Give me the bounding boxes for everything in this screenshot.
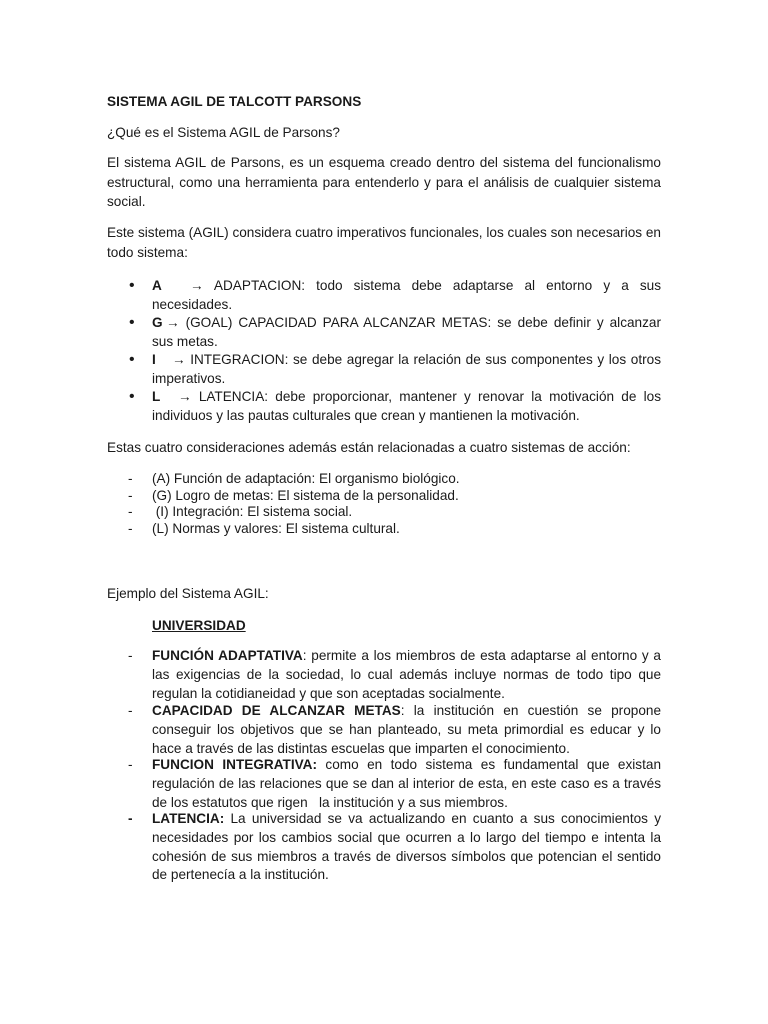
list-item bbox=[152, 276, 661, 314]
imperative-text: → (GOAL) CAPACIDAD PARA ALCANZAR METAS: se debe definir y alcanzar sus metas. bbox=[152, 315, 661, 349]
dash-marker: - bbox=[128, 757, 133, 772]
imperative-letter: L bbox=[152, 389, 161, 404]
imperative-text: → LATENCIA: debe proporcionar, mantener y renovar la motivación de los individuos y las pautas culturales que crean y mantienen la motivación. bbox=[152, 389, 661, 423]
example-heading: UNIVERSIDAD bbox=[152, 618, 246, 633]
example-intro: Ejemplo del Sistema AGIL: bbox=[107, 586, 269, 601]
list-item bbox=[152, 387, 661, 425]
list-item: (A) Función de adaptación: El organismo biológico. bbox=[152, 471, 460, 486]
dash-marker: - bbox=[128, 471, 133, 486]
question-heading: ¿Qué es el Sistema AGIL de Parsons? bbox=[107, 125, 340, 140]
example-text: : la institución en cuestión se propone conseguir los objetivos que se han planteado, su meta primordial es educar y lo hace a través de las distintas escuelas que imparten el conocimiento. bbox=[152, 703, 662, 756]
bullet-icon: • bbox=[129, 388, 135, 405]
systems-intro-paragraph: Estas cuatro consideraciones además están relacionadas a cuatro sistemas de acción: bbox=[107, 440, 631, 455]
list-item bbox=[152, 810, 661, 885]
dash-marker: - bbox=[128, 648, 133, 663]
list-item bbox=[152, 350, 661, 388]
list-item bbox=[152, 647, 661, 703]
example-text: : permite a los miembros de esta adaptarse al entorno y a las exigencias de la sociedad, lo cual además incluye normas de todo tipo que regulan la cotidianeidad y que son aceptadas socialmente. bbox=[152, 648, 661, 701]
example-term: FUNCION INTEGRATIVA: bbox=[152, 757, 317, 772]
dash-marker: - bbox=[128, 504, 133, 519]
bullet-icon: • bbox=[129, 314, 135, 331]
list-item: (G) Logro de metas: El sistema de la personalidad. bbox=[152, 487, 459, 503]
example-text: La universidad se va actualizando en cuanto a sus conocimientos y necesidades por los cambios social que ocurren a lo largo del tiempo e intenta la cohesión de sus miembros a través de diversos símbolos que potencian el sentido de pertenecía a la institución. bbox=[152, 811, 661, 883]
dash-marker: - bbox=[128, 520, 133, 536]
example-term: CAPACIDAD DE ALCANZAR METAS bbox=[152, 703, 401, 718]
example-term: FUNCIÓN ADAPTATIVA bbox=[152, 648, 303, 663]
imperative-letter: I bbox=[152, 352, 156, 367]
list-item: (I) Integración: El sistema social. bbox=[152, 504, 353, 519]
document-title: SISTEMA AGIL DE TALCOTT PARSONS bbox=[107, 94, 362, 109]
list-item bbox=[152, 702, 661, 758]
example-term: LATENCIA: bbox=[152, 811, 225, 826]
imperative-letter: G bbox=[152, 315, 163, 330]
imperative-text: → INTEGRACION: se debe agregar la relación de sus componentes y los otros imperativos. bbox=[152, 352, 661, 386]
intro-paragraph: El sistema AGIL de Parsons, es un esquema creado dentro del sistema del funcionalismo estructural, como una herramienta para entenderlo y para el análisis de cualquier sistema social. bbox=[107, 155, 661, 209]
dash-marker: - bbox=[128, 811, 133, 826]
list-item: (L) Normas y valores: El sistema cultural. bbox=[152, 520, 400, 536]
list-item bbox=[152, 756, 665, 812]
bullet-icon: • bbox=[129, 351, 135, 368]
bullet-icon: • bbox=[129, 277, 135, 294]
list-item bbox=[152, 313, 661, 351]
dash-marker: - bbox=[128, 703, 133, 718]
imperative-text: → ADAPTACION: todo sistema debe adaptarse al entorno y a sus necesidades. bbox=[152, 278, 661, 312]
dash-marker: - bbox=[128, 487, 133, 503]
imperative-letter: A bbox=[152, 278, 162, 293]
example-text: como en todo sistema es fundamental que existan regulación de las relaciones que se dan al interior de esta, en este caso es a través de los estatutos que rigen la institución y a sus miembros. bbox=[152, 757, 665, 810]
imperatives-intro-paragraph: Este sistema (AGIL) considera cuatro imperativos funcionales, los cuales son necesarios en todo sistema: bbox=[107, 225, 661, 260]
